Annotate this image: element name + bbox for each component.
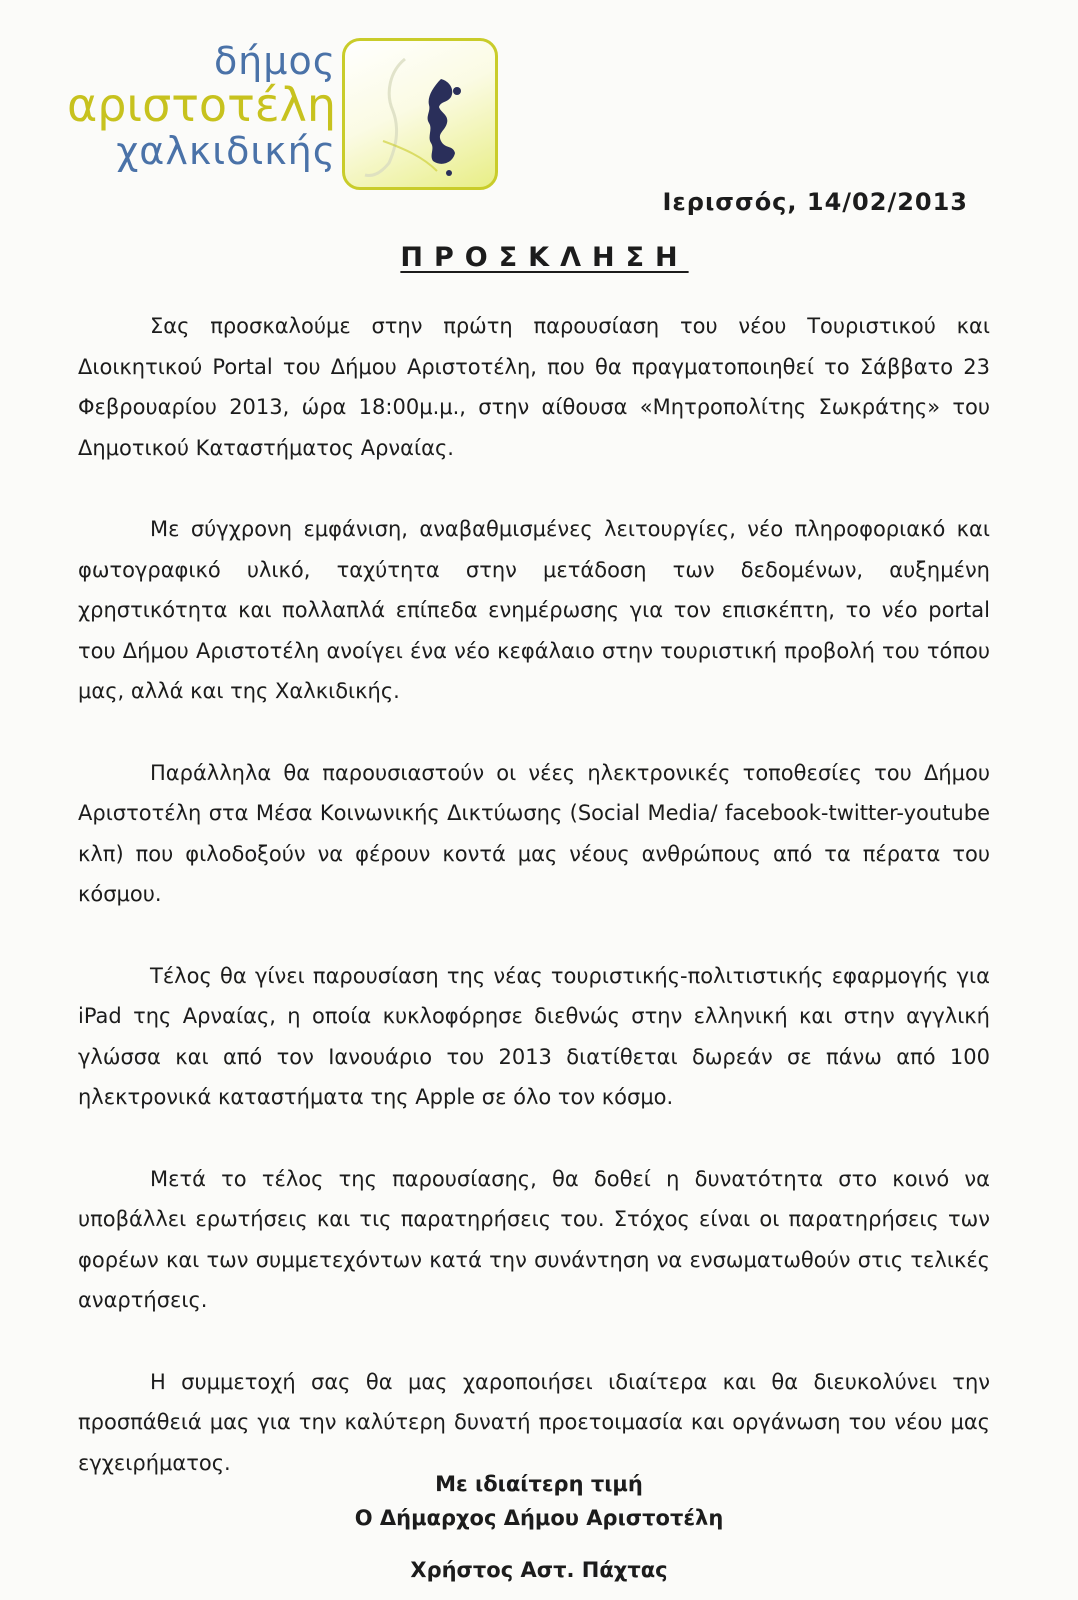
signature-role: Ο Δήμαρχος Δήμου Αριστοτέλη [354,1506,724,1530]
paragraph: Παράλληλα θα παρουσιαστούν οι νέες ηλεκτρονικές τοποθεσίες του Δήμου Αριστοτέλη στα Μέσα Κοινωνικής Δικτύωσης (Social Media/ facebook-twitter-youtube κλπ) που φιλοδοξούν να φέρουν κοντά μας νέους ανθρώπους από τα πέρατα του κόσμου. [78,760,990,906]
paragraph: Τέλος θα γίνει παρουσίαση της νέας τουριστικής-πολιτιστικής εφαρμογής για iPad της Αρναίας, η οποία κυκλοφόρησε διεθνώς στην ελληνική και στην αγγλική γλώσσα και από τον Ιανουάριο του 2013 διατίθεται δωρεάν σε πάνω από 100 ηλεκτρονικά καταστήματα της Apple σε όλο τον κόσμο. [78,963,990,1109]
logo-word-aristoteli: αριστοτέλη [66,78,336,132]
logo-word-chalkidikis: χαλκιδικής [116,129,336,173]
signature-name: Χρήστος Αστ. Πάχτας [410,1558,668,1582]
signature-closing: Με ιδιαίτερη τιμή [435,1472,643,1496]
document-body [78,306,990,1524]
paragraph: Σας προσκαλούμε στην πρώτη παρουσίαση του νέου Τουριστικού και Διοικητικού Portal του Δήμου Αριστοτέλη, που θα πραγματοποιηθεί το Σάββατο 23 Φεβρουαρίου 2013, ώρα 18:00μ.μ., στην αίθουσα «Μητροπολίτης Σωκράτης» του Δημοτικού Καταστήματος Αρναίας. [78,314,990,460]
logo-map-emblem [342,38,498,190]
municipality-logo [66,36,506,196]
paragraph: Με σύγχρονη εμφάνιση, αναβαθμισμένες λειτουργίες, νέο πληροφοριακό και φωτογραφικό υλικό, ταχύτητα στην μετάδοση των δεδομένων, αυξημένη χρηστικότητα και πολλαπλά επίπεδα ενημέρωσης για τον επισκέπτη, το νέο portal του Δήμου Αριστοτέλη ανοίγει ένα νέο κεφάλαιο στην τουριστική προβολή του τόπου μας, αλλά και της Χαλκιδικής. [78,517,990,703]
paragraph: Μετά το τέλος της παρουσίασης, θα δοθεί η δυνατότητα στο κοινό να υποβάλλει ερωτήσεις και τις παρατηρήσεις του. Στόχος είναι οι παρατηρήσεις των φορέων και των συμμετεχόντων κατά την συνάντηση να ενσωματωθούν στις τελικές αναρτήσεις. [78,1166,990,1312]
document-title: ΠΡΟΣΚΛΗΣΗ [400,242,689,273]
logo-word-dimos: δήμος [213,39,336,83]
document-date: Ιερισσός, 14/02/2013 [662,188,968,216]
paragraph: Η συμμετοχή σας θα μας χαροποιήσει ιδιαίτερα και θα διευκολύνει την προσπάθειά μας για την καλύτερη δυνατή προετοιμασία και οργάνωση του νέου μας εγχειρήματος. [78,1369,990,1475]
logo-wordmark [66,39,336,173]
document-title-wrapper [0,242,1078,273]
